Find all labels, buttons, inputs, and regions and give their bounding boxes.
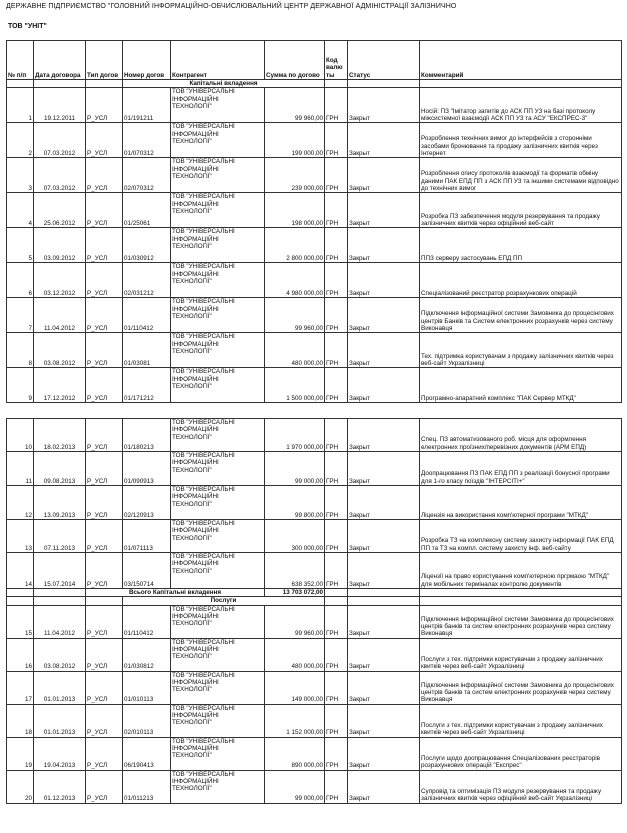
total-row bbox=[7, 589, 622, 597]
contract-number: 06/190413 bbox=[123, 737, 171, 770]
contractor-line: ТОВ "УНІВЕРСАЛЬНІ bbox=[172, 88, 235, 96]
currency: ГРН bbox=[325, 193, 348, 228]
contract-number: 01/191211 bbox=[123, 88, 171, 123]
contract-sum: 99 000,00 bbox=[265, 770, 325, 803]
currency: ГРН bbox=[325, 263, 348, 298]
contract-date: 01.01.2013 bbox=[34, 671, 86, 704]
capital-total-value: 13 703 072,00 bbox=[265, 589, 325, 597]
contractor-line: ТОВ "УНІВЕРСАЛЬНІ bbox=[172, 333, 235, 341]
contract-type: Р_УСЛ bbox=[86, 638, 123, 671]
row-number: 8 bbox=[7, 333, 34, 368]
contract-sum: 239 000,00 bbox=[265, 158, 325, 193]
contractor-line: ІНФОРМАЦІЙНІ bbox=[172, 744, 219, 752]
contract-number: 01/030812 bbox=[123, 638, 171, 671]
contract-type: Р_УСЛ bbox=[86, 605, 123, 638]
contractor-line: ТОВ "УНІВЕРСАЛЬНІ bbox=[172, 298, 235, 306]
contractor-line: ТОВ "УНІВЕРСАЛЬНІ bbox=[172, 520, 235, 527]
contractor-line: ТЕХНОЛОГІЇ" bbox=[172, 567, 212, 575]
contract-sum: 99 960,00 bbox=[265, 298, 325, 333]
contract-number: 03/150714 bbox=[123, 553, 171, 589]
status: Закрыт bbox=[348, 704, 420, 737]
contract-date: 03.09.2012 bbox=[34, 228, 86, 263]
contract-sum: 638 352,00 bbox=[265, 553, 325, 589]
contractor-line: ТЕХНОЛОГІЇ" bbox=[172, 719, 212, 727]
currency: ГРН bbox=[325, 704, 348, 737]
contractor-line: ІНФОРМАЦІЙНІ bbox=[172, 612, 219, 620]
contract-date: 03.08.2012 bbox=[34, 638, 86, 671]
row-number: 1 bbox=[7, 88, 34, 123]
currency: ГРН bbox=[325, 88, 348, 123]
comment: Спец. ПЗ автоматизованого роб. місця для оформлення електронних проїзних/перевізних документів (АРМ ЕПД) bbox=[420, 419, 622, 452]
comment: Підключення інформаційної системи Замовника до процесінгових центрів Банків та Систем електронних розрахунків через систему Виконавця bbox=[420, 298, 622, 333]
table-row bbox=[7, 88, 622, 123]
contractor-line: ТЕХНОЛОГІЇ" bbox=[172, 653, 212, 661]
contractor-line: ІНФОРМАЦІЙНІ bbox=[172, 426, 219, 434]
contract-number: 01/180213 bbox=[123, 419, 171, 452]
currency: ГРН bbox=[325, 298, 348, 333]
table-row bbox=[7, 123, 622, 158]
contractor-line: ТОВ "УНІВЕРСАЛЬНІ bbox=[172, 452, 235, 459]
comment: Тех. підтримка користувачам з продажу залізничних квитків через веб-сайт Укрзалізниці bbox=[420, 333, 622, 368]
table-row bbox=[7, 737, 622, 770]
contract-sum: 890 000,00 bbox=[265, 737, 325, 770]
contractor-line: ТОВ "УНІВЕРСАЛЬНІ bbox=[172, 263, 235, 271]
contract-number: 02/010113 bbox=[123, 704, 171, 737]
currency: ГРН bbox=[325, 368, 348, 403]
contract-sum: 99 800,00 bbox=[265, 486, 325, 520]
contractor-line: ТЕХНОЛОГІЇ" bbox=[172, 534, 212, 542]
contract-date: 01.12.2013 bbox=[34, 770, 86, 803]
currency: ГРН bbox=[325, 123, 348, 158]
contractor-line: ТОВ "УНІВЕРСАЛЬНІ bbox=[172, 553, 235, 560]
status: Закрыт bbox=[348, 263, 420, 298]
contract-date: 11.04.2012 bbox=[34, 298, 86, 333]
contractor-line: ІНФОРМАЦІЙНІ bbox=[172, 493, 219, 501]
contractor-line: ІНФОРМАЦІЙНІ bbox=[172, 375, 219, 383]
document-title: ДЕРЖАВНЕ ПІДПРИЄМСТВО "ГОЛОВНИЙ ІНФОРМАЦІЙНО-ОБЧИСЛЮВАЛЬНИЙ ЦЕНТР ДЕРЖАВНОЇ АДМІНІСТРАЦІЇ ЗАЛІЗНИЧНО bbox=[6, 3, 457, 10]
contractor-line: ТОВ "УНІВЕРСАЛЬНІ bbox=[172, 158, 235, 166]
contract-type: Р_УСЛ bbox=[86, 158, 123, 193]
contract-number: 01/110412 bbox=[123, 605, 171, 638]
contractor bbox=[171, 553, 265, 589]
status: Закрыт bbox=[348, 553, 420, 589]
currency: ГРН bbox=[325, 553, 348, 589]
contract-sum: 198 000,00 bbox=[265, 193, 325, 228]
col-date: Дата договора bbox=[34, 41, 86, 80]
contract-date: 07.03.2012 bbox=[34, 123, 86, 158]
contractor-line: ІНФОРМАЦІЙНІ bbox=[172, 678, 219, 686]
contractor-line: ІНФОРМАЦІЙНІ bbox=[172, 270, 219, 278]
currency: ГРН bbox=[325, 671, 348, 704]
comment: Послуги з тех. підтримки користувачам з продажу залізничних квитків через веб-сайт Укрзалізниці bbox=[420, 704, 622, 737]
contractor bbox=[171, 298, 265, 333]
contractor-line: ТЕХНОЛОГІЇ" bbox=[172, 466, 212, 474]
contract-sum: 480 000,00 bbox=[265, 638, 325, 671]
contract-date: 18.02.2013 bbox=[34, 419, 86, 452]
contractor-line: ТЕХНОЛОГІЇ" bbox=[172, 137, 212, 145]
contract-sum: 1 970 000,00 bbox=[265, 419, 325, 452]
contract-number: 02/120913 bbox=[123, 486, 171, 520]
contractor-line: ТЕХНОЛОГІЇ" bbox=[172, 620, 212, 628]
currency: ГРН bbox=[325, 333, 348, 368]
row-number: 14 bbox=[7, 553, 34, 589]
col-type: Тип догов bbox=[86, 41, 123, 80]
table-row bbox=[7, 486, 622, 520]
currency: ГРН bbox=[325, 520, 348, 553]
col-currency: Код валю ты bbox=[325, 41, 348, 80]
contractor-line: ІНФОРМАЦІЙНІ bbox=[172, 165, 219, 173]
contract-type: Р_УСЛ bbox=[86, 333, 123, 368]
currency: ГРН bbox=[325, 228, 348, 263]
contract-number: 01/090913 bbox=[123, 452, 171, 486]
contract-number: 01/030912 bbox=[123, 228, 171, 263]
contractor-line: ТОВ "УНІВЕРСАЛЬНІ bbox=[172, 368, 235, 376]
contract-type: Р_УСЛ bbox=[86, 263, 123, 298]
contractor-line: ТОВ "УНІВЕРСАЛЬНІ bbox=[172, 704, 235, 712]
contract-date: 07.03.2012 bbox=[34, 158, 86, 193]
row-number: 15 bbox=[7, 605, 34, 638]
contractor bbox=[171, 123, 265, 158]
comment: Супровід та оптимізація ПЗ модуля резервування та продажу залізничних квитків через офіційний веб-сайт Укрзалізниці bbox=[420, 770, 622, 803]
contractor bbox=[171, 671, 265, 704]
contractor bbox=[171, 704, 265, 737]
contract-date: 03.08.2012 bbox=[34, 333, 86, 368]
contract-date: 09.08.2013 bbox=[34, 452, 86, 486]
contract-number: 01/03081 bbox=[123, 333, 171, 368]
row-number: 5 bbox=[7, 228, 34, 263]
row-number: 20 bbox=[7, 770, 34, 803]
status: Закрыт bbox=[348, 123, 420, 158]
section-row bbox=[7, 80, 622, 88]
contractor-line: ТЕХНОЛОГІЇ" bbox=[172, 312, 212, 320]
contractor-line: ІНФОРМАЦІЙНІ bbox=[172, 95, 219, 103]
col-comment: Комментарий bbox=[420, 41, 622, 80]
comment: Послуги з тех. підтримки користувачам з продажу залізничних квитків через веб-сайт Укрзалізниці bbox=[420, 638, 622, 671]
contract-date: 13.09.2013 bbox=[34, 486, 86, 520]
contract-date: 25.06.2012 bbox=[34, 193, 86, 228]
contract-date: 07.11.2013 bbox=[34, 520, 86, 553]
status: Закрыт bbox=[348, 158, 420, 193]
status: Закрыт bbox=[348, 520, 420, 553]
contractor-line: ТОВ "УНІВЕРСАЛЬНІ bbox=[172, 486, 235, 493]
col-number: Номер догов bbox=[123, 41, 171, 80]
contractor bbox=[171, 737, 265, 770]
contractor bbox=[171, 638, 265, 671]
table-row bbox=[7, 419, 622, 452]
row-number: 12 bbox=[7, 486, 34, 520]
status: Закрыт bbox=[348, 193, 420, 228]
table-row bbox=[7, 158, 622, 193]
contractor-line: ІНФОРМАЦІЙНІ bbox=[172, 777, 219, 785]
contractor bbox=[171, 486, 265, 520]
status: Закрыт bbox=[348, 88, 420, 123]
section-services: Послуги bbox=[123, 597, 325, 605]
contractor-line: ТОВ "УНІВЕРСАЛЬНІ bbox=[172, 638, 235, 646]
currency: ГРН bbox=[325, 452, 348, 486]
table-row bbox=[7, 228, 622, 263]
comment: Підключення інформаційної системи Замовника до процесінгових центрів банків та систем електронних розрахунків через систему Виконавця bbox=[420, 605, 622, 638]
contractor-line: ІНФОРМАЦІЙНІ bbox=[172, 711, 219, 719]
contractor bbox=[171, 333, 265, 368]
row-number: 7 bbox=[7, 298, 34, 333]
contractor-line: ТОВ "УНІВЕРСАЛЬНІ bbox=[172, 193, 235, 201]
contractor-line: ТЕХНОЛОГІЇ" bbox=[172, 500, 212, 508]
contractor-line: ІНФОРМАЦІЙНІ bbox=[172, 235, 219, 243]
contract-date: 01.01.2013 bbox=[34, 704, 86, 737]
contractor-line: ІНФОРМАЦІЙНІ bbox=[172, 645, 219, 653]
table-row bbox=[7, 770, 622, 803]
contract-date: 19.04.2013 bbox=[34, 737, 86, 770]
comment: Носій: ПЗ "Імітатор запитів до АСК ПП УЗ на базі протоколу міжсистемної взаємодії АСК ПП УЗ та АСУ "ЕКСПРЕС-3" bbox=[420, 88, 622, 123]
table-row bbox=[7, 193, 622, 228]
table-row bbox=[7, 520, 622, 553]
currency: ГРН bbox=[325, 158, 348, 193]
table-row bbox=[7, 452, 622, 486]
contractor bbox=[171, 770, 265, 803]
contract-date: 19.12.2011 bbox=[34, 88, 86, 123]
contractor bbox=[171, 452, 265, 486]
contract-type: Р_УСЛ bbox=[86, 368, 123, 403]
row-number: 6 bbox=[7, 263, 34, 298]
table-row bbox=[7, 704, 622, 737]
contractor bbox=[171, 520, 265, 553]
status: Закрыт bbox=[348, 605, 420, 638]
table-row bbox=[7, 553, 622, 589]
currency: ГРН bbox=[325, 605, 348, 638]
contractor-line: ІНФОРМАЦІЙНІ bbox=[172, 459, 219, 467]
contract-sum: 2 800 000,00 bbox=[265, 228, 325, 263]
contract-date: 11.04.2012 bbox=[34, 605, 86, 638]
comment: Розроблення опису протоколів взаємодії та форматів обміну даними ПАК ЕПД ПП з АСК ПП УЗ та іншими системами відповідно до технічних вимог bbox=[420, 158, 622, 193]
comment: Ліцензії на право користування комп'ютерною пргрмаою "МТКД" для мобільних терміналах контролю документів bbox=[420, 553, 622, 589]
contractor-line: ТЕХНОЛОГІЇ" bbox=[172, 785, 212, 793]
row-number: 9 bbox=[7, 368, 34, 403]
col-num: № п/п bbox=[7, 41, 34, 80]
contract-type: Р_УСЛ bbox=[86, 671, 123, 704]
row-number: 10 bbox=[7, 419, 34, 452]
contract-type: Р_УСЛ bbox=[86, 123, 123, 158]
table-row bbox=[7, 605, 622, 638]
contract-date: 17.12.2012 bbox=[34, 368, 86, 403]
contract-sum: 4 980 000,00 bbox=[265, 263, 325, 298]
status: Закрыт bbox=[348, 368, 420, 403]
contracts-table-part-2 bbox=[6, 418, 622, 804]
contractor bbox=[171, 228, 265, 263]
comment: Послуги щодо доопрацювання Спеціалізованих реєстраторів розрахункових операцій "Експрес" bbox=[420, 737, 622, 770]
contractor-line: ІНФОРМАЦІЙНІ bbox=[172, 340, 219, 348]
row-number: 3 bbox=[7, 158, 34, 193]
contract-number: 01/070312 bbox=[123, 123, 171, 158]
section-row bbox=[7, 597, 622, 605]
contract-number: 01/011213 bbox=[123, 770, 171, 803]
contract-type: Р_УСЛ bbox=[86, 298, 123, 333]
contractor-line: ТОВ "УНІВЕРСАЛЬНІ bbox=[172, 671, 235, 679]
capital-total-label: Всього Капітальні вкладення bbox=[86, 589, 265, 597]
contractor-line: ІНФОРМАЦІЙНІ bbox=[172, 200, 219, 208]
contractor-line: ТЕХНОЛОГІЇ" bbox=[172, 347, 212, 355]
contractor-line: ТОВ "УНІВЕРСАЛЬНІ bbox=[172, 123, 235, 131]
contract-type: Р_УСЛ bbox=[86, 704, 123, 737]
contractor bbox=[171, 368, 265, 403]
currency: ГРН bbox=[325, 770, 348, 803]
contract-sum: 199 000,00 bbox=[265, 123, 325, 158]
table-row bbox=[7, 638, 622, 671]
contractor bbox=[171, 419, 265, 452]
comment: Розробка ТЗ на комплексну систему захисту інформації ПАК ЕПД ПП та ТЗ на компл. систему захисту інф. веб-сайту bbox=[420, 520, 622, 553]
row-number: 17 bbox=[7, 671, 34, 704]
contract-number: 02/070312 bbox=[123, 158, 171, 193]
contractor-line: ТОВ "УНІВЕРСАЛЬНІ bbox=[172, 605, 235, 613]
contract-number: 01/110412 bbox=[123, 298, 171, 333]
comment: Доопрацювання ПЗ ПАК ЕПД ПП з реалізації бонусної програми для 1-го класу поїздів "ІНТЕРСІТІ+" bbox=[420, 452, 622, 486]
currency: ГРН bbox=[325, 737, 348, 770]
contractor-line: ТЕХНОЛОГІЇ" bbox=[172, 433, 212, 441]
comment: Ліцензія на використання комп'ютерної програми "МТКД" bbox=[420, 486, 622, 520]
contract-date: 03.12.2012 bbox=[34, 263, 86, 298]
contractor-line: ТЕХНОЛОГІЇ" bbox=[172, 277, 212, 285]
comment: Спеціалізований реєстратор розрахункових операцій bbox=[420, 263, 622, 298]
contract-sum: 149 000,00 bbox=[265, 671, 325, 704]
table-row bbox=[7, 263, 622, 298]
contract-type: Р_УСЛ bbox=[86, 193, 123, 228]
contractor-line: ТЕХНОЛОГІЇ" bbox=[172, 686, 212, 694]
row-number: 19 bbox=[7, 737, 34, 770]
status: Закрыт bbox=[348, 228, 420, 263]
contract-number: 01/25061 bbox=[123, 193, 171, 228]
contract-number: 01/171212 bbox=[123, 368, 171, 403]
contract-sum: 1 152 000,00 bbox=[265, 704, 325, 737]
row-number: 11 bbox=[7, 452, 34, 486]
status: Закрыт bbox=[348, 671, 420, 704]
table-row bbox=[7, 671, 622, 704]
row-number: 18 bbox=[7, 704, 34, 737]
col-status: Статус bbox=[348, 41, 420, 80]
contractor-line: ІНФОРМАЦІЙНІ bbox=[172, 560, 219, 568]
currency: ГРН bbox=[325, 638, 348, 671]
contractor-line: ТОВ "УНІВЕРСАЛЬНІ bbox=[172, 770, 235, 778]
contractor-line: ТЕХНОЛОГІЇ" bbox=[172, 102, 212, 110]
row-number: 4 bbox=[7, 193, 34, 228]
contract-type: Р_УСЛ bbox=[86, 520, 123, 553]
contractor-line: ІНФОРМАЦІЙНІ bbox=[172, 527, 219, 535]
section-capital: Капітальні вкладення bbox=[123, 80, 325, 88]
contract-sum: 1 500 000,00 bbox=[265, 368, 325, 403]
status: Закрыт bbox=[348, 419, 420, 452]
contractor-line: ТЕХНОЛОГІЇ" bbox=[172, 752, 212, 760]
contract-type: Р_УСЛ bbox=[86, 452, 123, 486]
header-row bbox=[7, 41, 622, 80]
row-number: 2 bbox=[7, 123, 34, 158]
contract-type: Р_УСЛ bbox=[86, 770, 123, 803]
contractor-line: ТЕХНОЛОГІЇ" bbox=[172, 172, 212, 180]
contractor-line: ІНФОРМАЦІЙНІ bbox=[172, 305, 219, 313]
comment: Програмно-апаратний комплекс "ПАК Сервер МТКД" bbox=[420, 368, 622, 403]
contractor-line: ТОВ "УНІВЕРСАЛЬНІ bbox=[172, 737, 235, 745]
comment: Розроблення технічних вимог до інтерфейсів з сторонніми засобами бронювання та продажу залізничних квитків через Інтернет bbox=[420, 123, 622, 158]
comment: Підключення інформаційної системи Замовника до процесінгових центрів банків та систем електронних розрахунків через систему Виконавця bbox=[420, 671, 622, 704]
contract-number: 01/010113 bbox=[123, 671, 171, 704]
contract-number: 02/031212 bbox=[123, 263, 171, 298]
contractor bbox=[171, 88, 265, 123]
contractor bbox=[171, 158, 265, 193]
contract-type: Р_УСЛ bbox=[86, 88, 123, 123]
contractor-line: ТОВ "УНІВЕРСАЛЬНІ bbox=[172, 419, 235, 426]
contract-type: Р_УСЛ bbox=[86, 553, 123, 589]
contract-type: Р_УСЛ bbox=[86, 419, 123, 452]
table-row bbox=[7, 298, 622, 333]
contract-type: Р_УСЛ bbox=[86, 737, 123, 770]
table-row bbox=[7, 333, 622, 368]
currency: ГРН bbox=[325, 419, 348, 452]
status: Закрыт bbox=[348, 452, 420, 486]
status: Закрыт bbox=[348, 298, 420, 333]
contractor bbox=[171, 263, 265, 298]
comment: ППЗ серверу застосувань ЕПД ПП bbox=[420, 228, 622, 263]
contract-sum: 300 000,00 bbox=[265, 520, 325, 553]
contractor-line: ІНФОРМАЦІЙНІ bbox=[172, 130, 219, 138]
contractor-line: ТЕХНОЛОГІЇ" bbox=[172, 242, 212, 250]
row-number: 16 bbox=[7, 638, 34, 671]
status: Закрыт bbox=[348, 737, 420, 770]
contract-type: Р_УСЛ bbox=[86, 228, 123, 263]
contract-sum: 480 000,00 bbox=[265, 333, 325, 368]
contract-sum: 99 960,00 bbox=[265, 88, 325, 123]
currency: ГРН bbox=[325, 486, 348, 520]
status: Закрыт bbox=[348, 486, 420, 520]
contractor-line: ТЕХНОЛОГІЇ" bbox=[172, 207, 212, 215]
contract-number: 01/071113 bbox=[123, 520, 171, 553]
table-row bbox=[7, 368, 622, 403]
contracts-table-part-1 bbox=[6, 40, 622, 403]
organization-name: ТОВ "УНІТ" bbox=[8, 23, 47, 30]
contractor-line: ТОВ "УНІВЕРСАЛЬНІ bbox=[172, 228, 235, 236]
contract-sum: 99 960,00 bbox=[265, 605, 325, 638]
status: Закрыт bbox=[348, 770, 420, 803]
contractor-line: ТЕХНОЛОГІЇ" bbox=[172, 382, 212, 390]
contractor bbox=[171, 605, 265, 638]
status: Закрыт bbox=[348, 333, 420, 368]
col-contractor: Контрагент bbox=[171, 41, 265, 80]
contract-sum: 99 000,00 bbox=[265, 452, 325, 486]
contract-type: Р_УСЛ bbox=[86, 486, 123, 520]
contractor bbox=[171, 193, 265, 228]
col-sum: Сумма по догово bbox=[265, 41, 325, 80]
row-number: 13 bbox=[7, 520, 34, 553]
contract-date: 15.07.2014 bbox=[34, 553, 86, 589]
comment: Розробка ПЗ забезпечення модуля резервування та продажу залізничних квитків через офіційний веб-сайт bbox=[420, 193, 622, 228]
status: Закрыт bbox=[348, 638, 420, 671]
